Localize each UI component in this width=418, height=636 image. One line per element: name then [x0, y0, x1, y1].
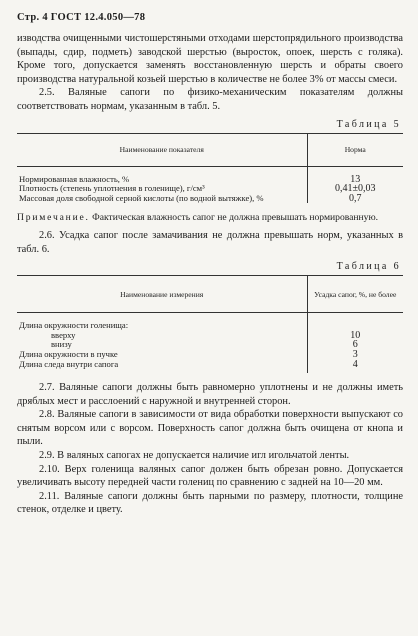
- table5-caption: Таблица 5: [336, 118, 401, 130]
- paragraph-2-6: 2.6. Усадка сапог после замачивания не должна превышать норм, указанных в табл. 6.: [17, 229, 403, 255]
- paragraph-2-10: 2.10. Верх голенища валяных сапог должен быть обрезан ровно. Допускается увеличивать высоту передней части голениц по сравнению с задней на 10—20 мм.: [17, 463, 403, 489]
- table-row: [17, 360, 403, 370]
- table6-header-name: Наименование измерения: [17, 276, 307, 313]
- table6-header-norm: Усадка сапог, %, не более: [307, 276, 403, 313]
- note-label: Примечание.: [17, 212, 90, 224]
- table5-row1-name: Нормированная влажность, %: [17, 175, 307, 185]
- paragraph-2-7: 2.7. Валяные сапоги должны быть равномерно уплотнены и не должны иметь дряблых мест и расслоений с наружной и внутренней сторон.: [17, 382, 403, 407]
- table6-row4-name: Длина окружности в пучке: [17, 350, 307, 360]
- table5-row2-value: 0,41±0,03: [335, 183, 376, 195]
- table5-note: [17, 212, 403, 225]
- paragraph-2-9: 2.9. В валяных сапогах не допускается наличие игл игольчатой ленты.: [39, 450, 350, 462]
- page-header: Стр. 4 ГОСТ 12.4.050—78: [17, 12, 146, 23]
- table5-row2-name: Плотность (степень уплотнения в голенище), г/см³: [17, 184, 307, 194]
- table-6: [17, 275, 403, 373]
- paragraph-2-8: 2.8. Валяные сапоги в зависимости от вида обработки поверхности выпускают со снятым ворсом или с ворсом. Поверхность сапог должна быть очищена от кнопа и пыли.: [17, 409, 403, 448]
- note-text: Фактическая влажность сапог не должна превышать нормированную.: [92, 212, 379, 224]
- table6-row5-name: Длина следа внутри сапога: [17, 360, 307, 370]
- paragraph-2-11: 2.11. Валяные сапоги должны быть парными по размеру, плотности, толщине стенок, отделке и цвету.: [17, 490, 403, 516]
- table5-header-norm: Норма: [307, 133, 403, 166]
- document-page: [17, 12, 403, 517]
- table5-header-name: Наименование показателя: [17, 133, 307, 166]
- table-5: [17, 133, 403, 204]
- table5-row1-value: 13: [350, 173, 361, 185]
- table6-row2-value: 10: [350, 329, 361, 341]
- table6-row4-value: 3: [352, 348, 358, 360]
- table6-caption: Таблица 6: [336, 261, 401, 273]
- paragraph-intro: изводства очищенными чистошерстяными отходами шерстопрядильного производства (выпады, сдир, подметь) заводской шерстью (выросток, опоек, шерсть с голяка). Кроме того, допускается заменять восстановленную шерсть и обраты своего производства натуральной козьей шерстью в количестве не более 3% от массы смеси.: [17, 33, 403, 85]
- table6-row5-value: 4: [352, 358, 358, 370]
- table-row: [17, 194, 403, 204]
- table5-row3-name: Массовая доля свободной серной кислоты (по водной вытяжке), %: [17, 194, 307, 204]
- table6-row3-name: внизу: [17, 340, 307, 350]
- table-row: [17, 331, 403, 341]
- table6-row1-name: Длина окружности голенища:: [17, 321, 307, 331]
- paragraph-2-5: 2.5. Валяные сапоги по физико-механическим показателям должны соответствовать нормам, указанным в табл. 5.: [17, 87, 403, 112]
- table6-row3-value: 6: [352, 339, 358, 351]
- table5-row3-value: 0,7: [349, 192, 362, 204]
- table6-row2-name: вверху: [17, 331, 307, 341]
